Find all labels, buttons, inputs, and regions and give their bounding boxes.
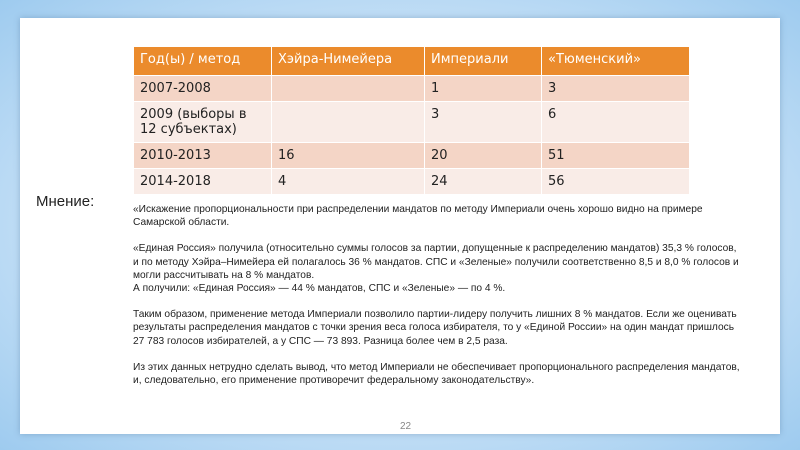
table-row xyxy=(134,102,690,143)
table-cell: 3 xyxy=(542,76,690,102)
slide xyxy=(20,18,780,434)
table-cell: 2010-2013 xyxy=(134,143,272,169)
table-cell: 2009 (выборы в 12 субъектах) xyxy=(134,102,272,143)
table-cell: 4 xyxy=(272,169,425,195)
table-cell: 16 xyxy=(272,143,425,169)
table-cell: 1 xyxy=(425,76,542,102)
opinion-quote xyxy=(133,203,743,400)
table-cell: 2007-2008 xyxy=(134,76,272,102)
page-number: 22 xyxy=(400,421,412,432)
quote-paragraph: Таким образом, применение метода Империали позволило партии-лидеру получить лишних 8 % мандатов. Если же оценивать результаты распределения мандатов с точки зрения веса голоса избирателя, то у «Единой России» на один мандат пришлось 27 783 голосов избирателей, а у СПС — 73 893. Разница более чем в 2,5 раза. xyxy=(133,309,737,347)
quote-paragraph: Из этих данных нетрудно сделать вывод, что метод Империали не обеспечивает пропорционального распределения мандатов, и, следовательно, его применение противоречит федеральному законодательству». xyxy=(133,361,740,387)
table-row xyxy=(134,169,690,195)
table-header-row xyxy=(134,47,690,76)
table-cell xyxy=(272,76,425,102)
table-header-cell: Империали xyxy=(425,47,542,76)
table-cell: 6 xyxy=(542,102,690,143)
opinion-label: Мнение: xyxy=(36,193,95,210)
table-header-cell: Хэйра-Нимейера xyxy=(272,47,425,76)
table-header-cell: «Тюменский» xyxy=(542,47,690,76)
table-row xyxy=(134,143,690,169)
election-methods-table xyxy=(133,46,690,195)
table-cell: 3 xyxy=(425,102,542,143)
table-row xyxy=(134,76,690,102)
table-cell xyxy=(272,102,425,143)
table-cell: 2014-2018 xyxy=(134,169,272,195)
table-cell: 51 xyxy=(542,143,690,169)
quote-paragraph: «Искажение пропорциональности при распределении мандатов по методу Империали очень хорошо видно на примере Самарской области. xyxy=(133,204,703,229)
table-cell: 20 xyxy=(425,143,542,169)
quote-paragraph: «Единая Россия» получила (относительно суммы голосов за партии, допущенные к распределению мандатов) 35,3 % голосов, и по методу Хэйра–Нимейера ей полагалось 36 % мандатов. СПС и «Зеленые» получили соответственно 8,5 и 8,0 % голосов и могли рассчитывать на 8 % мандатов. А получили: «Единая Россия» — 44 % мандатов, СПС и «Зеленые» — по 4 %. xyxy=(133,243,739,295)
table-cell: 24 xyxy=(425,169,542,195)
table-header-cell: Год(ы) / метод xyxy=(134,47,272,76)
table-cell: 56 xyxy=(542,169,690,195)
